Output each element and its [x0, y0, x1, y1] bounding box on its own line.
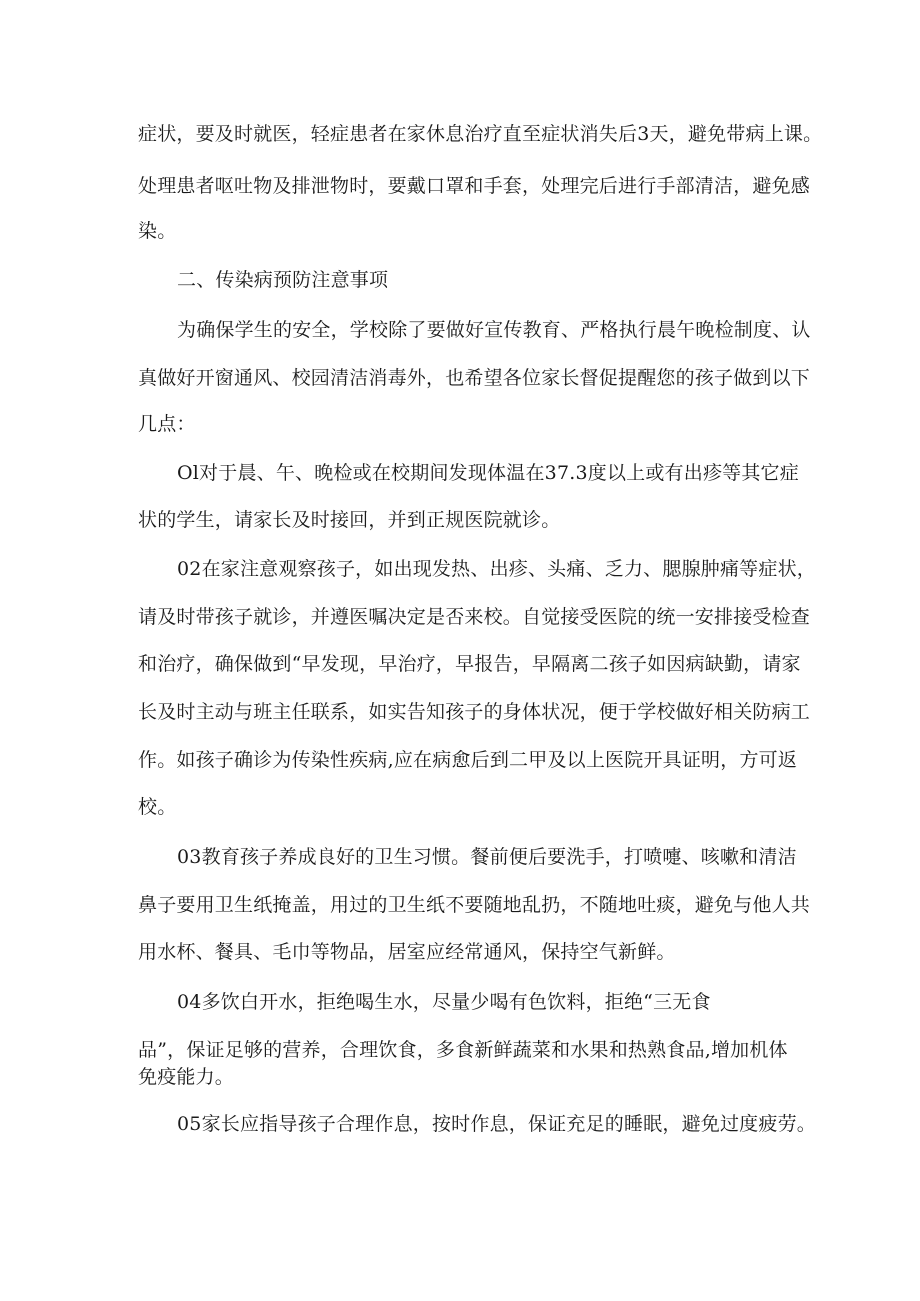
list-item-01-line: Ol对于晨、午、晚检或在校期间发现体温在37.3度以上或有出疹等其它症: [177, 462, 799, 484]
list-item-02-line: 长及时主动与班主任联系，如实告知孩子的身体状况，便于学校做好相关防病工: [138, 701, 811, 723]
list-item-04-line: 免疫能力。: [138, 1066, 235, 1088]
list-item-02-line: 02在家注意观察孩子，如出现发热、出疹、头痛、乏力、腮腺肿痛等症状，: [177, 558, 816, 580]
list-item-03-line: 用水杯、餐具、毛巾等物品，居室应经常通风，保持空气新鲜。: [138, 941, 676, 963]
list-item-03-line: 03教育孩子养成良好的卫生习惯。餐前便后要洗手，打喷嚏、咳嗽和清洁: [177, 846, 797, 868]
paragraph-line: 几点：: [138, 413, 196, 435]
section-heading: 二、传染病预防注意事项: [177, 269, 389, 291]
list-item-04-line: 品”，保证足够的营养，合理饮食，多食新鲜蔬菜和水果和热熟食品,增加机体: [138, 1039, 788, 1061]
list-item-05-line: 05家长应指导孩子合理作息，按时作息，保证充足的睡眠，避免过度疲劳。: [177, 1113, 816, 1135]
list-item-01-line: 状的学生，请家长及时接回，并到正规医院就诊。: [138, 509, 561, 531]
paragraph-line: 症状，要及时就医，轻症患者在家休息治疗直至症状消失后3天，避免带病上课。: [138, 123, 823, 145]
paragraph-line: 处理患者呕吐物及排泄物时，要戴口罩和手套，处理完后进行手部清洁，避免感: [138, 175, 811, 197]
list-item-02-line: 作。如孩子确诊为传染性疾病,应在病愈后到二甲及以上医院开具证明，方可返: [138, 749, 798, 771]
list-item-02-line: 和治疗，确保做到“早发现，早治疗，早报告，早隔离二孩子如因病缺勤，请家: [138, 653, 801, 675]
list-item-04-line: 04多饮白开水，拒绝喝生水，尽量少喝有色饮料，拒绝“三无食: [177, 991, 711, 1013]
paragraph-line: 染。: [138, 220, 177, 242]
list-item-02-line: 校。: [138, 796, 177, 818]
paragraph-line: 真做好开窗通风、校园清洁消毒外，也希望各位家长督促提醒您的孩子做到以下: [138, 367, 811, 389]
list-item-03-line: 鼻子要用卫生纸掩盖，用过的卫生纸不要随地乱扔，不随地吐痰，避免与他人共: [138, 894, 811, 916]
paragraph-line: 为确保学生的安全，学校除了要做好宣传教育、严格执行晨午晚检制度、认: [177, 319, 811, 341]
list-item-02-line: 请及时带孩子就诊，并遵医嘱决定是否来校。自觉接受医院的统一安排接受检查: [138, 606, 811, 628]
